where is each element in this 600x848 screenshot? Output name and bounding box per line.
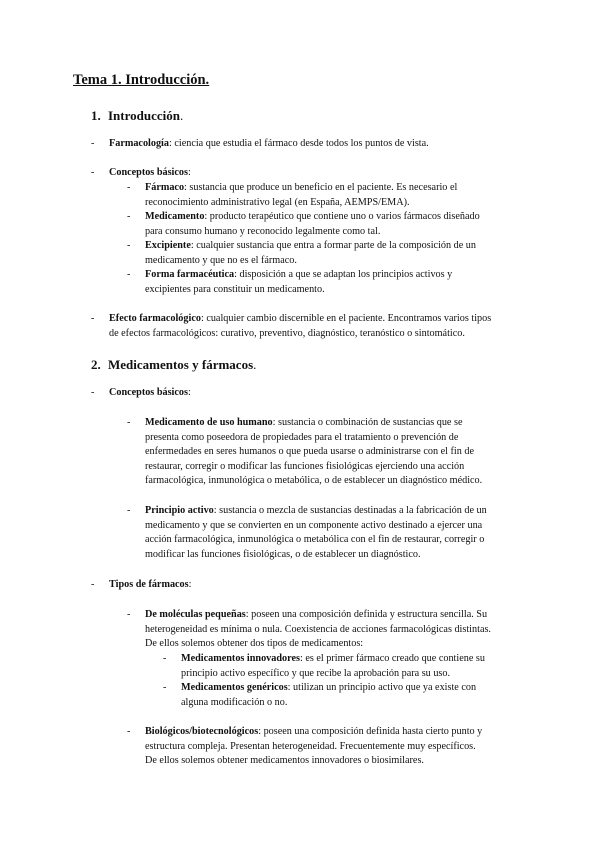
conceptos-heading — [109, 386, 191, 401]
definition: : sustancia que produce un beneficio en el paciente. Es necesario el — [184, 182, 458, 193]
term: Principio activo — [145, 505, 214, 516]
definition: : poseen una composición definida y estructura sencilla. Su — [245, 609, 488, 620]
punct: : — [188, 579, 192, 590]
bullet-dash: - — [91, 579, 95, 590]
definition: : cualquier sustancia que entra a formar parte de la composición de un — [190, 240, 476, 251]
definition-cont: alguna modificación o no. — [181, 696, 288, 708]
bullet-dash: - — [127, 609, 131, 620]
definition-cont: de efectos farmacológicos: curativo, preventivo, diagnóstico, teranóstico o sintomático. — [109, 327, 465, 339]
term: Medicamentos genéricos — [181, 682, 288, 693]
concepto-item — [145, 239, 476, 268]
term: Fármaco — [145, 182, 185, 193]
definition: : ciencia que estudia el fármaco desde todos los puntos de vista. — [168, 138, 429, 149]
bullet-dash: - — [163, 653, 167, 664]
definition: : es el primer fármaco creado que contiene su — [299, 653, 485, 664]
bullet-dash: - — [91, 167, 95, 178]
bullet-dash: - — [91, 313, 95, 324]
concepto-item — [145, 181, 457, 210]
term: Medicamento — [145, 211, 205, 222]
definition: : disposición a que se adaptan los principios activos y — [234, 269, 453, 280]
definition-cont: restaurar, corregir o modificar las funciones fisiológicas ejerciendo una acción — [145, 460, 465, 472]
bullet-dash: - — [127, 182, 131, 193]
moleculas-pequenas — [145, 608, 491, 652]
section-number: 1. — [91, 108, 101, 123]
definition-cont: para consumo humano y reconocido legalmente como tal. — [145, 225, 381, 237]
term: Excipiente — [145, 240, 191, 251]
term: De moléculas pequeñas — [145, 609, 246, 620]
medicamento-uso-humano — [145, 416, 482, 489]
term: Biológicos/biotecnológicos — [145, 726, 259, 737]
definition-cont: enfermedades en seres humanos o que pueda usarse o administrarse con el fin de — [145, 446, 474, 457]
term: Conceptos básicos — [109, 167, 188, 178]
farmacologia-paragraph — [109, 137, 429, 152]
definition: : sustancia o combinación de sustancias que se — [272, 417, 463, 428]
bullet-dash: - — [127, 726, 131, 737]
section-2-heading — [91, 357, 256, 373]
definition-cont: medicamento y que se convierten en un componente activo destinado a ejercer una — [145, 519, 483, 531]
term: Medicamentos innovadores — [181, 653, 300, 664]
punct: . — [180, 108, 184, 123]
definition-cont: modificar las funciones fisiológicas, o de establecer un diagnóstico. — [145, 548, 421, 560]
definition-cont: De ellos solemos obtener medicamentos innovadores o biosimilares. — [145, 755, 424, 766]
concepto-item — [145, 268, 452, 297]
term: Farmacología — [109, 138, 169, 149]
bullet-dash: - — [91, 138, 95, 149]
definition-cont: De ellos solemos obtener dos tipos de medicamentos: — [145, 638, 364, 649]
definition-cont: presenta como poseedora de propiedades para el tratamiento o prevención de — [145, 431, 459, 443]
punct: : — [187, 167, 191, 178]
definition-cont: principio activo específico y que recibe la aprobación para su uso. — [181, 667, 451, 679]
medicamentos-innovadores — [181, 652, 485, 681]
definition: : poseen una composición definida hasta cierto punto y — [258, 726, 483, 737]
term: Medicamento de uso humano — [145, 417, 273, 428]
page-title: Tema 1. Introducción. — [73, 72, 210, 88]
definition: : utilizan un principio activo que ya existe con — [287, 682, 477, 693]
definition-cont: heterogeneidad es mínima o nula. Coexistencia de acciones farmacológicas distintas. — [145, 623, 491, 635]
term: Conceptos básicos — [109, 387, 188, 398]
definition-cont: estructura compleja. Presentan heterogeneidad. Frecuentemente muy específicos. — [145, 740, 476, 752]
definition: : sustancia o mezcla de sustancias destinadas a la fabricación de un — [213, 505, 487, 516]
definition-cont: medicamento y que no es el fármaco. — [145, 254, 297, 266]
bullet-dash: - — [127, 211, 131, 222]
bullet-dash: - — [127, 269, 131, 280]
biologicos — [145, 725, 482, 769]
bullet-dash: - — [127, 505, 131, 516]
section-number: 2. — [91, 357, 101, 372]
tipos-heading — [109, 578, 191, 593]
efecto-paragraph — [109, 312, 491, 341]
definition-cont: excipientes para constituir un medicamento. — [145, 283, 325, 295]
bullet-dash: - — [127, 417, 131, 428]
definition-cont: acción farmacológica, inmunológica o metabólica con el fin de restaurar, corregir o — [145, 534, 485, 545]
medicamentos-genericos — [181, 681, 476, 710]
section-1-heading — [91, 108, 183, 124]
term: Efecto farmacológico — [109, 313, 201, 324]
term: Tipos de fármacos — [109, 579, 189, 590]
section-title: Medicamentos y fármacos — [108, 357, 254, 372]
punct: . — [253, 357, 257, 372]
definition: : producto terapéutico que contiene uno o varios fármacos diseñado — [204, 211, 480, 222]
conceptos-heading — [109, 166, 191, 181]
bullet-dash: - — [127, 240, 131, 251]
principio-activo — [145, 504, 487, 562]
definition: : cualquier cambio discernible en el paciente. Encontramos varios tipos — [200, 313, 492, 324]
bullet-dash: - — [163, 682, 167, 693]
section-title: Introducción — [108, 108, 180, 123]
term: Forma farmacéutica — [145, 269, 235, 280]
bullet-dash: - — [91, 387, 95, 398]
punct: : — [187, 387, 191, 398]
definition-cont: farmacológica, inmunológica o metabólica, o de establecer un diagnóstico médico. — [145, 475, 483, 486]
concepto-item — [145, 210, 480, 239]
definition-cont: reconocimiento administrativo legal (en España, AEMPS/EMA). — [145, 196, 410, 208]
